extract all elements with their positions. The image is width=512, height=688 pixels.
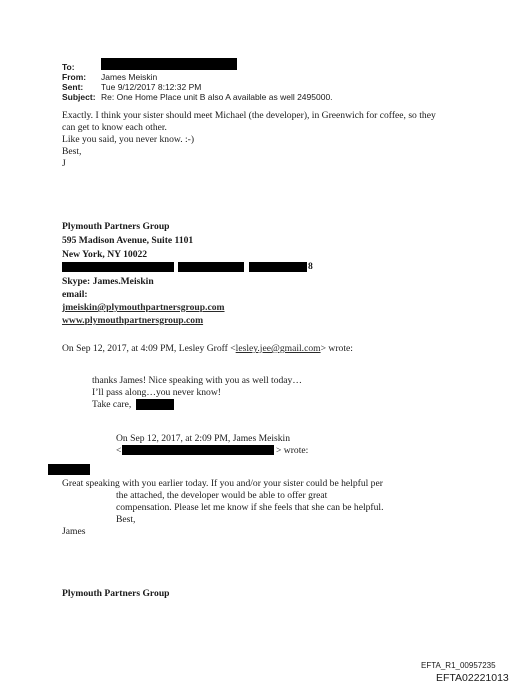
signature-email-link[interactable]: jmeiskin@plymouthpartnersgroup.com bbox=[62, 302, 225, 313]
redaction-greeting bbox=[48, 464, 90, 475]
quote2-line-2: the attached, the developer would be able to offer great bbox=[116, 490, 328, 501]
phone-tail: 8 bbox=[308, 261, 313, 272]
message-line-3: Like you said, you never know. :-) bbox=[62, 134, 195, 145]
signature-skype: Skype: James.Meiskin bbox=[62, 276, 154, 287]
quote1-email-link[interactable]: lesley.jee@gmail.com bbox=[235, 343, 321, 354]
sent-value: Tue 9/12/2017 8:12:32 PM bbox=[101, 82, 202, 92]
redaction-email-2 bbox=[122, 445, 274, 455]
quote2-line-4: Best, bbox=[116, 514, 136, 525]
quote1-prefix: On Sep 12, 2017, at 4:09 PM, Lesley Groff < bbox=[62, 343, 236, 354]
message-line-1: Exactly. I think your sister should meet Michael (the developer), in Greenwich for coffee, so they bbox=[62, 110, 436, 121]
quote2-line-3: compensation. Please let me know if she feels that she can be helpful. bbox=[116, 502, 384, 513]
quote2-line-1: Great speaking with you earlier today. If you and/or your sister could be helpful per bbox=[62, 478, 383, 489]
bates-ref-2: EFTA02221013 bbox=[436, 672, 509, 684]
quote1-suffix: > wrote: bbox=[320, 343, 353, 354]
quote1-line-2: I’ll pass along…you never know! bbox=[92, 387, 221, 398]
redaction-name-1 bbox=[136, 399, 174, 410]
redaction-phone-1 bbox=[62, 262, 174, 272]
footer-company: Plymouth Partners Group bbox=[62, 588, 170, 599]
from-label: From: bbox=[62, 72, 87, 82]
to-label: To: bbox=[62, 62, 75, 72]
quote2-lt: < bbox=[116, 445, 122, 456]
bates-ref-1: EFTA_R1_00957235 bbox=[421, 661, 496, 670]
quote2-attribution: On Sep 12, 2017, at 2:09 PM, James Meiskin bbox=[116, 433, 291, 444]
message-line-4: Best, bbox=[62, 146, 82, 157]
sent-label: Sent: bbox=[62, 82, 84, 92]
redaction-phone-2 bbox=[178, 262, 244, 272]
subject-value: Re: One Home Place unit B also A available as well 2495000. bbox=[101, 92, 333, 102]
message-line-5: J bbox=[62, 158, 66, 169]
redaction-phone-3 bbox=[249, 262, 307, 272]
quote1-attribution bbox=[62, 343, 353, 355]
signature-email-label: email: bbox=[62, 289, 88, 300]
quote2-suffix: > wrote: bbox=[276, 445, 309, 456]
quote2-signoff: James bbox=[62, 526, 86, 537]
from-value: James Meiskin bbox=[101, 72, 158, 82]
signature-company: Plymouth Partners Group bbox=[62, 221, 170, 232]
signature-website-link[interactable]: www.plymouthpartnersgroup.com bbox=[62, 315, 204, 326]
message-line-2: can get to know each other. bbox=[62, 122, 167, 133]
signature-address-1: 595 Madison Avenue, Suite 1101 bbox=[62, 235, 194, 246]
signature-address-2: New York, NY 10022 bbox=[62, 249, 148, 260]
subject-label: Subject: bbox=[62, 92, 96, 102]
quote1-line-3: Take care, bbox=[92, 399, 132, 410]
quote1-line-1: thanks James! Nice speaking with you as well today… bbox=[92, 375, 302, 386]
redaction-to bbox=[101, 58, 237, 70]
